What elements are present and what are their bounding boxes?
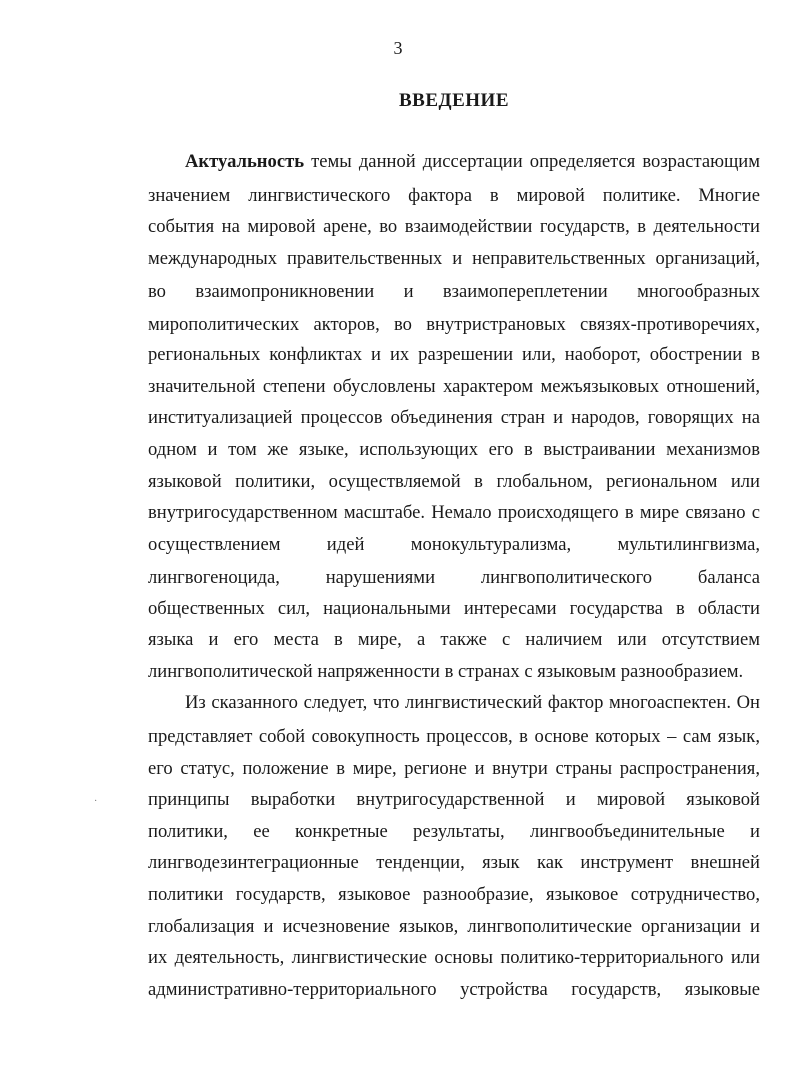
scan-speck: ·: [94, 796, 98, 807]
paragraph-line: политики государств, языковое разнообразие, языковое сотрудничество,: [148, 884, 760, 905]
paragraph-line: региональных конфликтах и их разрешении или, наоборот, обострении в: [148, 344, 760, 365]
line-text: темы данной диссертации определяется возрастающим: [304, 151, 760, 172]
paragraph-line: их деятельность, лингвистические основы политико-территориального или: [148, 947, 760, 968]
paragraph-line: лингводезинтеграционные тенденции, язык как инструмент внешней: [148, 852, 760, 873]
paragraph-line: языковой политики, осуществляемой в глобальном, региональном или: [148, 471, 760, 492]
paragraph-line: его статус, положение в мире, регионе и внутри страны распространения,: [148, 758, 760, 779]
paragraph-line: осуществлением идей монокультурализма, мультилингвизма,: [148, 534, 760, 555]
paragraph-line: общественных сил, национальными интересами государства в области: [148, 598, 760, 619]
paragraph-line: языка и его места в мире, а также с наличием или отсутствием: [148, 629, 760, 650]
paragraph-line: [185, 150, 760, 174]
paragraph-line: принципы выработки внутригосударственной и мировой языковой: [148, 789, 760, 810]
paragraph-line: лингвогеноцида, нарушениями лингвополитического баланса: [148, 567, 760, 588]
paragraph-line: политики, ее конкретные результаты, лингвообъединительные и: [148, 821, 760, 842]
paragraph-line: одном и том же языке, использующих его в выстраивании механизмов: [148, 439, 760, 460]
page-number: 3: [393, 38, 403, 58]
paragraph-line: глобализация и исчезновение языков, лингвополитические организации и: [148, 916, 760, 937]
paragraph-line: международных правительственных и неправительственных организаций,: [148, 248, 760, 269]
paragraph-line: значительной степени обусловлены характером межъязыковых отношений,: [148, 376, 760, 397]
term-bold: Актуальность: [185, 151, 305, 172]
paragraph-line: внутригосударственном масштабе. Немало происходящего в мире связано с: [148, 502, 760, 523]
paragraph-line: административно-территориального устройства государств, языковые: [148, 979, 760, 1000]
paragraph-line: институализацией процессов объединения стран и народов, говорящих на: [148, 407, 760, 428]
paragraph-line: значением лингвистического фактора в мировой политике. Многие: [148, 185, 760, 206]
paragraph-line: события на мировой арене, во взаимодействии государств, в деятельности: [148, 216, 760, 237]
paragraph-line: во взаимопроникновении и взаимопереплетении многообразных: [148, 281, 760, 302]
section-heading: ВВЕДЕНИЕ: [399, 90, 509, 111]
paragraph-line: мирополитических акторов, во внутристрановых связях-противоречиях,: [148, 314, 760, 335]
paragraph-line: лингвополитической напряженности в странах с языковым разнообразием.: [148, 661, 744, 682]
paragraph-line: представляет собой совокупность процессов, в основе которых – сам язык,: [148, 726, 760, 747]
paragraph-line: Из сказанного следует, что лингвистический фактор многоаспектен. Он: [185, 692, 760, 713]
